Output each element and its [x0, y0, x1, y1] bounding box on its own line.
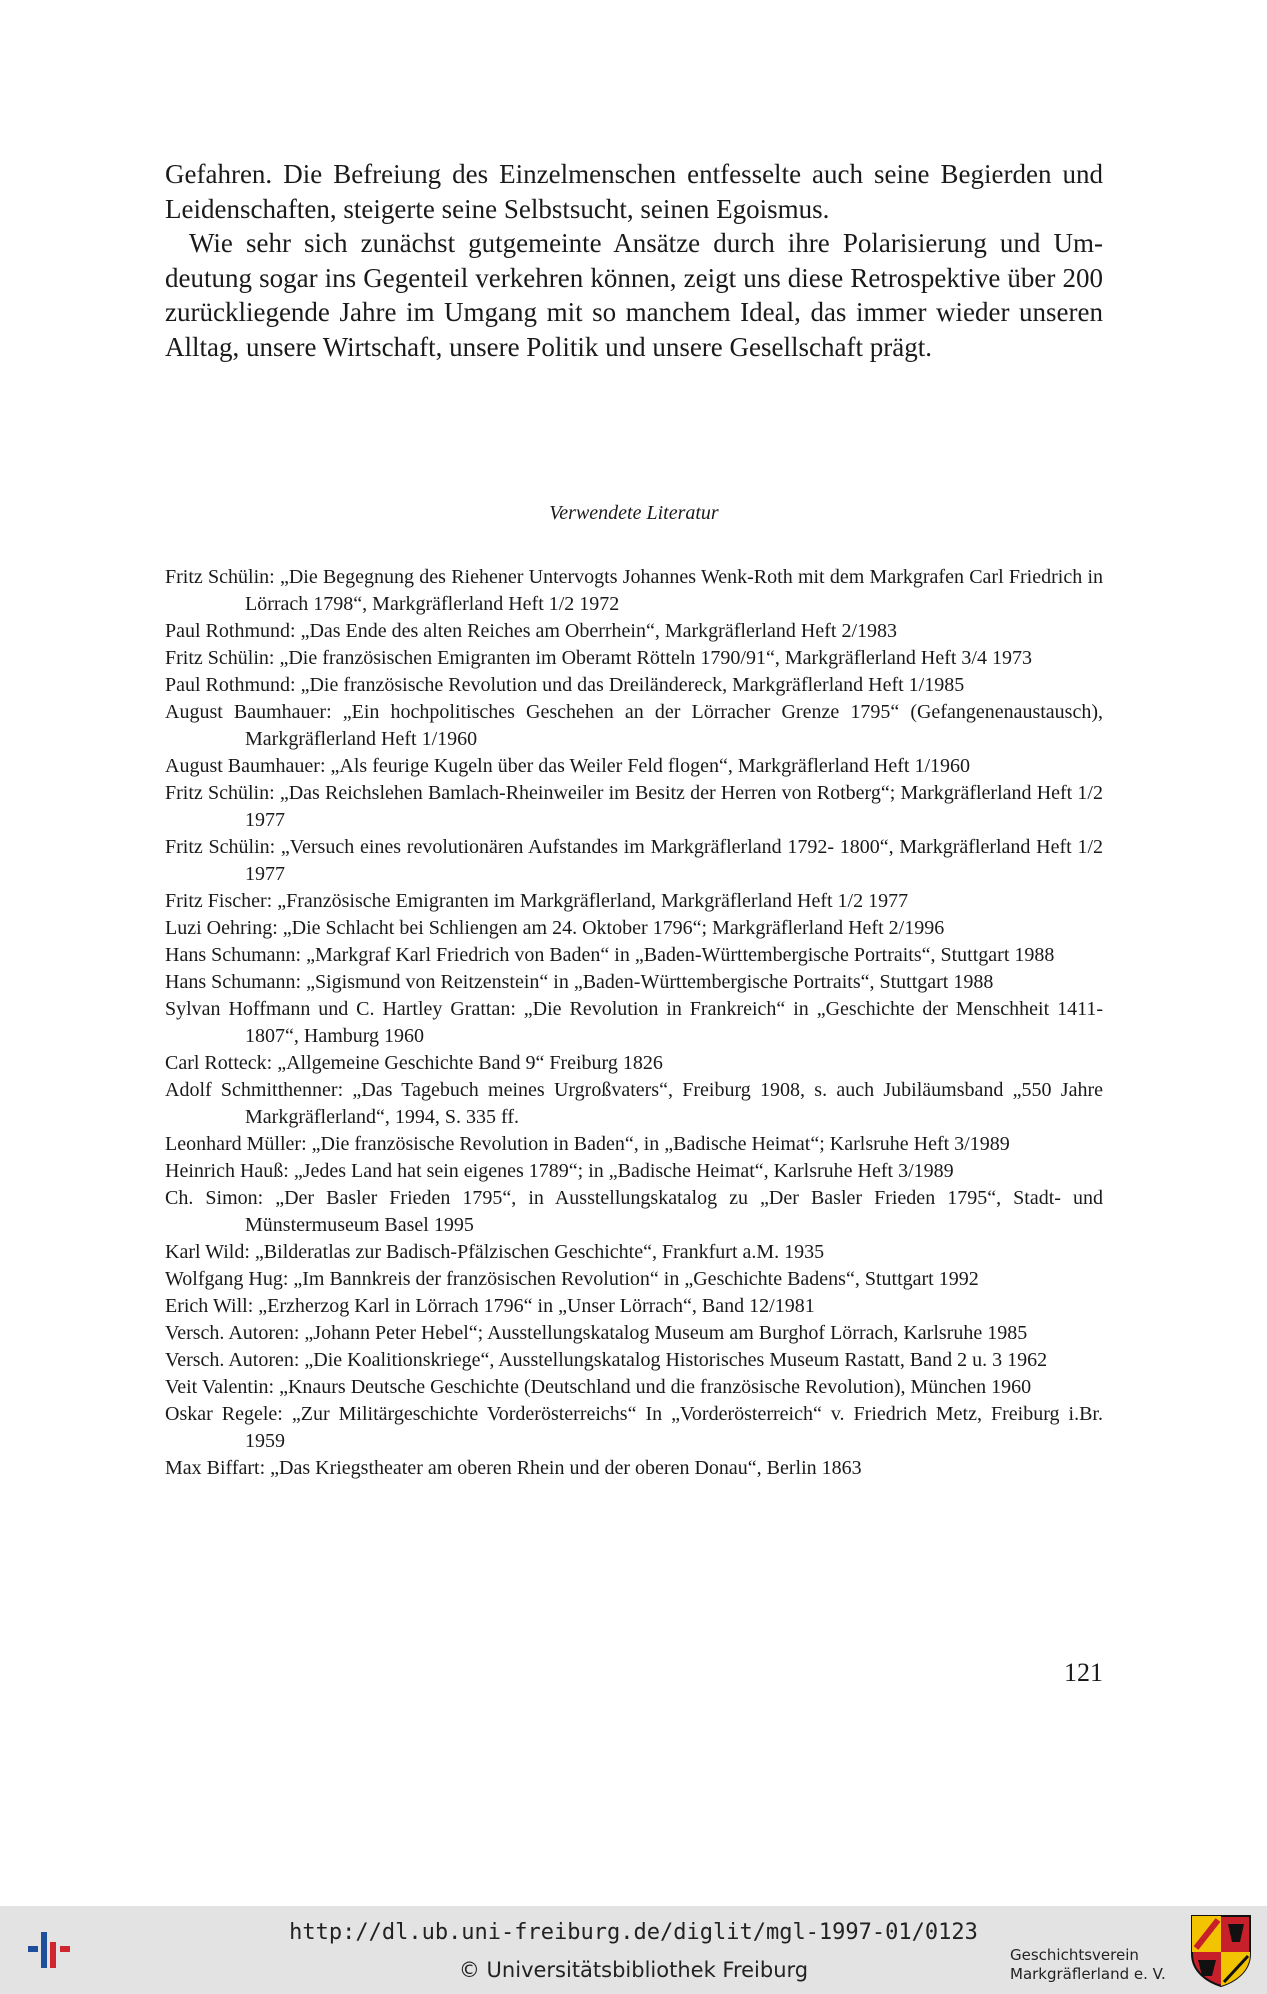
society-name-line: Markgräflerland e. V. [1010, 1965, 1166, 1983]
literature-entry: Adolf Schmitthenner: „Das Tagebuch meines Urgroßvaters“, Freiburg 1908, s. auch Jubiläumsband „550 Jahre Markgräflerland“, 1994, S. 335 ff. [165, 1079, 1103, 1128]
literature-entry: August Baumhauer: „Ein hochpolitisches Geschehen an der Lörracher Grenze 1795“ (Gefangenenaustausch), Markgräflerland Heft 1/1960 [165, 701, 1103, 750]
literature-entry: Paul Rothmund: „Die französische Revolution und das Dreiländereck, Markgräflerland Heft 1/1985 [165, 674, 965, 696]
literature-entry: Hans Schumann: „Sigismund von Reitzenstein“ in „Baden-Württembergische Portraits“, Stuttgart 1988 [165, 971, 994, 993]
literature-entry: Fritz Fischer: „Französische Emigranten im Markgräflerland, Markgräflerland Heft 1/2 1977 [165, 890, 909, 912]
literature-list [165, 564, 1103, 1482]
literature-entry: Versch. Autoren: „Die Koalitionskriege“, Ausstellungskatalog Historisches Museum Rastatt, Band 2 u. 3 1962 [165, 1349, 1048, 1371]
literature-entry: Veit Valentin: „Knaurs Deutsche Geschichte (Deutschland und die französische Revolution), München 1960 [165, 1376, 1032, 1398]
body-text [165, 157, 1103, 364]
body-paragraph: Wie sehr sich zunächst gutgemeinte Ansätze durch ihre Polarisierung und Umdeutung sogar ins Gegenteil verkehren können, zeigt uns diese Retrospektive über 200 zurückliegende Jahre im Umgang mit so manchem Ideal, das immer wieder unseren Alltag, unsere Wirtschaft, unsere Politik und unsere Gesellschaft prägt. [165, 228, 1103, 362]
literature-entry: Fritz Schülin: „Das Reichslehen Bamlach-Rheinweiler im Besitz der Herren von Rotberg“; Markgräflerland Heft 1/2 1977 [165, 782, 1103, 831]
society-coat-of-arms-icon [1190, 1914, 1252, 1988]
literature-entry: Fritz Schülin: „Die französischen Emigranten im Oberamt Rötteln 1790/91“, Markgräflerland Heft 3/4 1973 [165, 647, 1032, 669]
literature-entry: Wolfgang Hug: „Im Bannkreis der französischen Revolution“ in „Geschichte Badens“, Stuttgart 1992 [165, 1268, 979, 1290]
literature-entry: Karl Wild: „Bilderatlas zur Badisch-Pfälzischen Geschichte“, Frankfurt a.M. 1935 [165, 1241, 825, 1263]
literature-entry: Sylvan Hoffmann und C. Hartley Grattan: „Die Revolution in Frankreich“ in „Geschichte der Menschheit 1411-1807“, Hamburg 1960 [165, 998, 1103, 1047]
literature-entry: Max Biffart: „Das Kriegstheater am oberen Rhein und der oberen Donau“, Berlin 1863 [165, 1457, 862, 1479]
literature-entry: August Baumhauer: „Als feurige Kugeln über das Weiler Feld flogen“, Markgräflerland Heft 1/1960 [165, 755, 970, 777]
literature-entry: Paul Rothmund: „Das Ende des alten Reiches am Oberrhein“, Markgräflerland Heft 2/1983 [165, 620, 898, 642]
literature-entry: Hans Schumann: „Markgraf Karl Friedrich von Baden“ in „Baden-Württembergische Portraits“, Stuttgart 1988 [165, 944, 1055, 966]
society-name-line: Geschichtsverein [1010, 1946, 1139, 1964]
literature-heading: Verwendete Literatur [549, 502, 719, 524]
footer-society-name [1010, 1946, 1185, 1984]
page-number: 121 [1064, 1658, 1103, 1687]
literature-entry: Versch. Autoren: „Johann Peter Hebel“; Ausstellungskatalog Museum am Burghof Lörrach, Karlsruhe 1985 [165, 1322, 1028, 1344]
literature-entry: Leonhard Müller: „Die französische Revolution in Baden“, in „Badische Heimat“; Karlsruhe Heft 3/1989 [165, 1133, 1010, 1155]
literature-entry: Carl Rotteck: „Allgemeine Geschichte Band 9“ Freiburg 1826 [165, 1052, 663, 1074]
footer-copyright: © Universitätsbibliothek Freiburg [458, 1958, 809, 1982]
literature-entry: Ch. Simon: „Der Basler Frieden 1795“, in Ausstellungskatalog zu „Der Basler Frieden 1795“, Stadt- und Münstermuseum Basel 1995 [165, 1187, 1103, 1236]
literature-entry: Erich Will: „Erzherzog Karl in Lörrach 1796“ in „Unser Lörrach“, Band 12/1981 [165, 1295, 815, 1317]
literature-entry: Luzi Oehring: „Die Schlacht bei Schliengen am 24. Oktober 1796“; Markgräflerland Heft 2/1996 [165, 917, 945, 939]
literature-entry: Fritz Schülin: „Die Begegnung des Riehener Untervogts Johannes Wenk-Roth mit dem Markgrafen Carl Friedrich in Lörrach 1798“, Markgräflerland Heft 1/2 1972 [165, 566, 1103, 615]
body-paragraph: Gefahren. Die Befreiung des Einzelmenschen entfesselte auch seine Begierden und Leidenschaften, steigerte seine Selbstsucht, seinen Egoismus. [165, 159, 1103, 224]
literature-entry: Heinrich Hauß: „Jedes Land hat sein eigenes 1789“; in „Badische Heimat“, Karlsruhe Heft 3/1989 [165, 1160, 954, 1182]
literature-entry: Oskar Regele: „Zur Militärgeschichte Vorderösterreichs“ In „Vorderösterreich“ v. Friedrich Metz, Freiburg i.Br. 1959 [165, 1403, 1103, 1452]
literature-entry: Fritz Schülin: „Versuch eines revolutionären Aufstandes im Markgräflerland 1792- 1800“, Markgräflerland Heft 1/2 1977 [165, 836, 1103, 885]
footer-url-link[interactable]: http://dl.ub.uni-freiburg.de/diglit/mgl-1997-01/0123 [289, 1920, 978, 1945]
viewer-footer [0, 1906, 1267, 1994]
